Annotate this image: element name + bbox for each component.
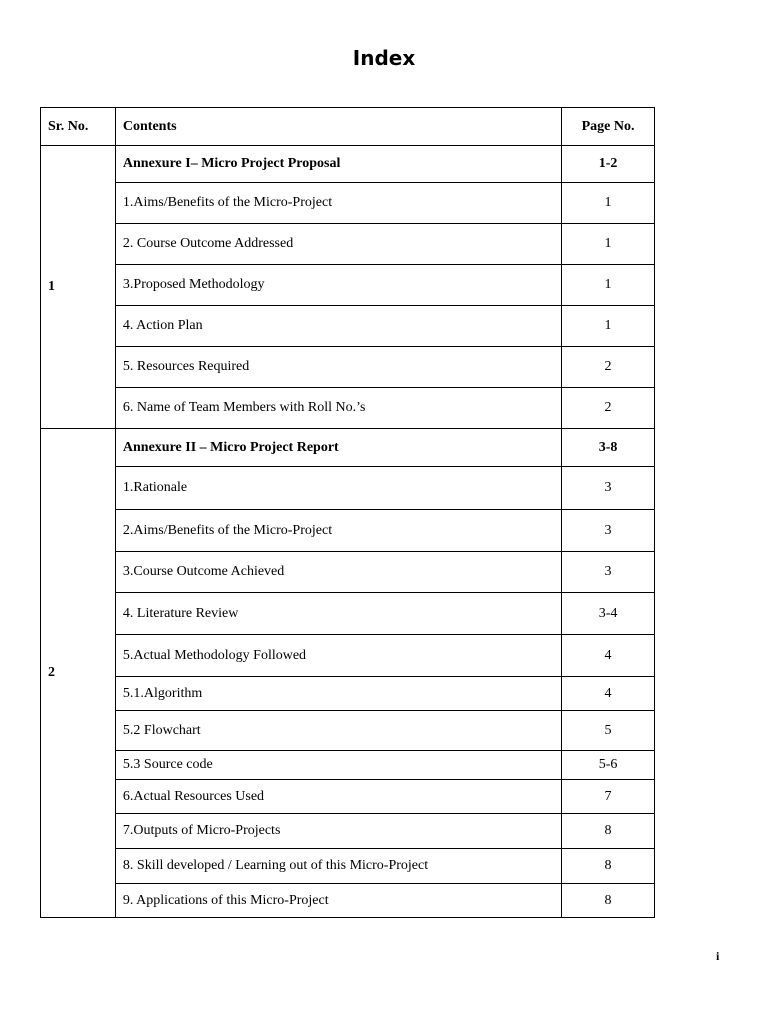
page-no-cell: 8 (562, 814, 655, 849)
page-no-cell: 1-2 (562, 146, 655, 183)
page-no-cell: 1 (562, 265, 655, 306)
table-row (41, 306, 655, 347)
header-sr-no: Sr. No. (41, 108, 116, 146)
page-title: Index (352, 46, 416, 70)
content-cell: 5.3 Source code (115, 751, 561, 780)
content-cell: 3.Proposed Methodology (115, 265, 561, 306)
page-no-cell: 1 (562, 306, 655, 347)
sr-no-cell: 1 (41, 146, 116, 429)
content-cell: 6.Actual Resources Used (115, 780, 561, 814)
table-row (41, 265, 655, 306)
page-no-cell: 8 (562, 849, 655, 884)
table-row (41, 146, 655, 183)
table-row (41, 552, 655, 593)
header-page-no: Page No. (562, 108, 655, 146)
section-heading-cell: Annexure I– Micro Project Proposal (115, 146, 561, 183)
table-row (41, 593, 655, 635)
page-no-cell: 1 (562, 183, 655, 224)
content-cell: 3.Course Outcome Achieved (115, 552, 561, 593)
section-heading-cell: Annexure II – Micro Project Report (115, 429, 561, 467)
page-no-cell: 2 (562, 347, 655, 388)
page-no-cell: 3-4 (562, 593, 655, 635)
table-row (41, 711, 655, 751)
table-row (41, 388, 655, 429)
table-row (41, 635, 655, 677)
table-row (41, 510, 655, 552)
table-row (41, 467, 655, 510)
page-no-cell: 5-6 (562, 751, 655, 780)
page-no-cell: 3 (562, 552, 655, 593)
table-row (41, 183, 655, 224)
content-cell: 7.Outputs of Micro-Projects (115, 814, 561, 849)
page-no-cell: 4 (562, 677, 655, 711)
header-contents: Contents (115, 108, 561, 146)
table-row (41, 884, 655, 918)
content-cell: 4. Literature Review (115, 593, 561, 635)
table-row (41, 429, 655, 467)
content-cell: 5. Resources Required (115, 347, 561, 388)
content-cell: 1.Rationale (115, 467, 561, 510)
table-row (41, 814, 655, 849)
content-cell: 5.2 Flowchart (115, 711, 561, 751)
page-no-cell: 4 (562, 635, 655, 677)
content-cell: 8. Skill developed / Learning out of this Micro-Project (115, 849, 561, 884)
content-cell: 2.Aims/Benefits of the Micro-Project (115, 510, 561, 552)
page-no-cell: 1 (562, 224, 655, 265)
table-row (41, 751, 655, 780)
table-row (41, 849, 655, 884)
page-no-cell: 2 (562, 388, 655, 429)
content-cell: 5.Actual Methodology Followed (115, 635, 561, 677)
content-cell: 2. Course Outcome Addressed (115, 224, 561, 265)
content-cell: 1.Aims/Benefits of the Micro-Project (115, 183, 561, 224)
page-no-cell: 3 (562, 510, 655, 552)
content-cell: 5.1.Algorithm (115, 677, 561, 711)
content-cell: 4. Action Plan (115, 306, 561, 347)
sr-no-cell: 2 (41, 429, 116, 918)
page-no-cell: 7 (562, 780, 655, 814)
page-no-cell: 3 (562, 467, 655, 510)
content-cell: 6. Name of Team Members with Roll No.’s (115, 388, 561, 429)
header-row (41, 108, 655, 146)
content-cell: 9. Applications of this Micro-Project (115, 884, 561, 918)
page-number: i (716, 949, 720, 963)
table-row (41, 677, 655, 711)
table-row (41, 224, 655, 265)
table-row (41, 780, 655, 814)
page-no-cell: 5 (562, 711, 655, 751)
index-table (40, 107, 655, 918)
table-row (41, 347, 655, 388)
page-no-cell: 8 (562, 884, 655, 918)
page-no-cell: 3-8 (562, 429, 655, 467)
